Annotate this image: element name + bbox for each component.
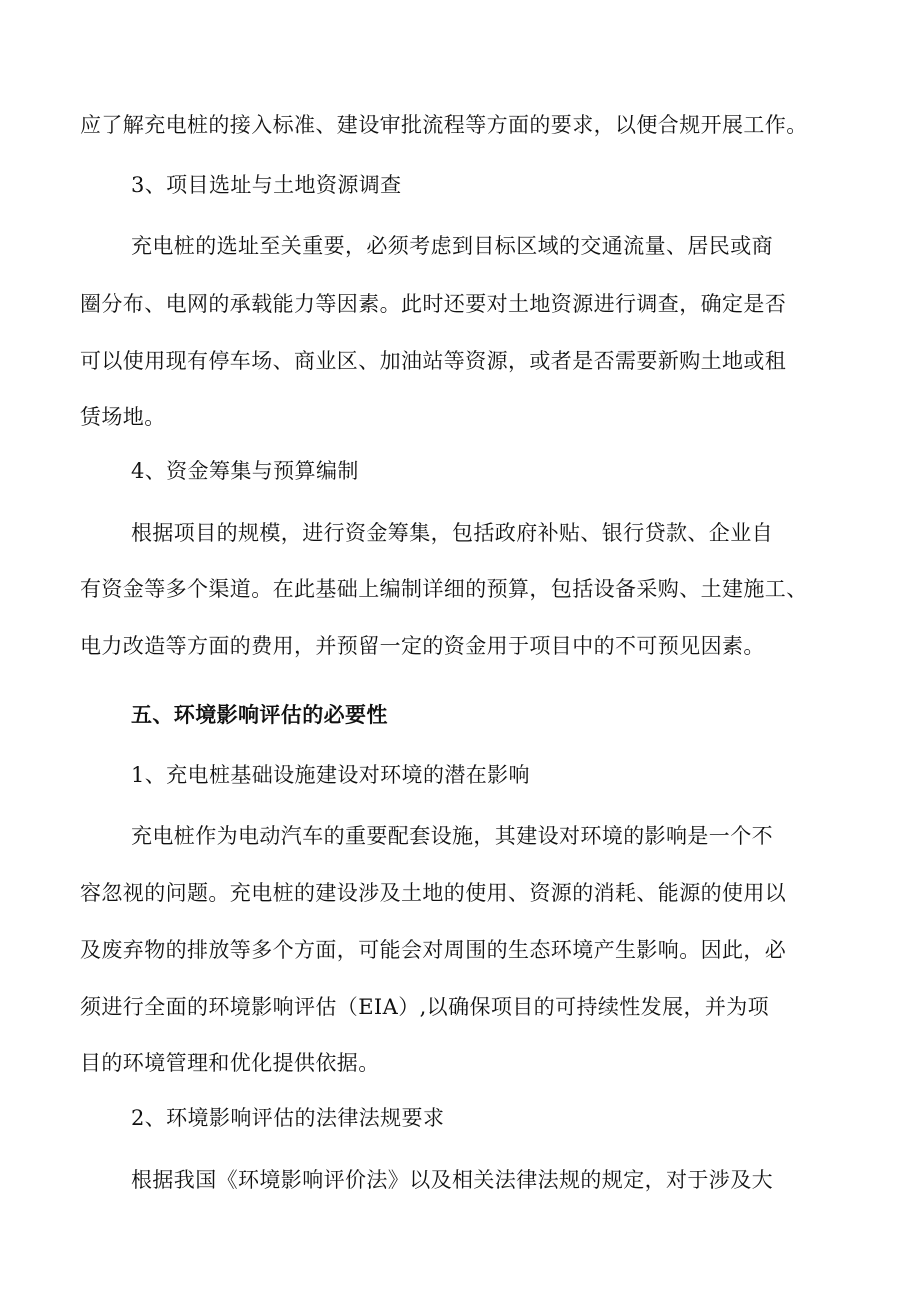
- paragraph-line: 电力改造等方面的费用，并预留一定的资金用于项目中的不可预见因素。: [80, 634, 765, 658]
- paragraph-line: 根据项目的规模，进行资金筹集，包括政府补贴、银行贷款、企业自: [131, 521, 773, 545]
- subheading: 2、环境影响评估的法律法规要求: [131, 1106, 445, 1130]
- paragraph-line: 赁场地。: [80, 405, 166, 429]
- paragraph-line: 有资金等多个渠道。在此基础上编制详细的预算，包括设备采购、土建施工、: [80, 577, 808, 601]
- paragraph-line: 充电桩作为电动汽车的重要配套设施，其建设对环境的影响是一个不: [131, 824, 773, 848]
- paragraph-line: 可以使用现有停车场、商业区、加油站等资源，或者是否需要新购土地或租: [80, 349, 787, 373]
- paragraph-line: 及废弃物的排放等多个方面，可能会对周围的生态环境产生影响。因此，必: [80, 938, 787, 962]
- paragraph-line: 须进行全面的环境影响评估（EIA）,以确保项目的可持续性发展，并为项: [80, 995, 770, 1019]
- paragraph-line: 充电桩的选址至关重要，必须考虑到目标区域的交通流量、居民或商: [131, 234, 773, 258]
- paragraph-line: 应了解充电桩的接入标准、建设审批流程等方面的要求，以便合规开展工作。: [80, 113, 808, 137]
- section-heading: 五、环境影响评估的必要性: [131, 702, 388, 727]
- subheading: 1、充电桩基础设施建设对环境的潜在影响: [131, 763, 530, 787]
- subheading: 4、资金筹集与预算编制: [131, 459, 359, 483]
- paragraph-line: 目的环境管理和优化提供依据。: [80, 1051, 380, 1075]
- paragraph-line: 根据我国《环境影响评价法》以及相关法律法规的规定，对于涉及大: [131, 1168, 773, 1192]
- paragraph-line: 容忽视的问题。充电桩的建设涉及土地的使用、资源的消耗、能源的使用以: [80, 881, 787, 905]
- paragraph-line: 圈分布、电网的承载能力等因素。此时还要对土地资源进行调查，确定是否: [80, 292, 787, 316]
- subheading: 3、项目选址与土地资源调查: [131, 173, 402, 197]
